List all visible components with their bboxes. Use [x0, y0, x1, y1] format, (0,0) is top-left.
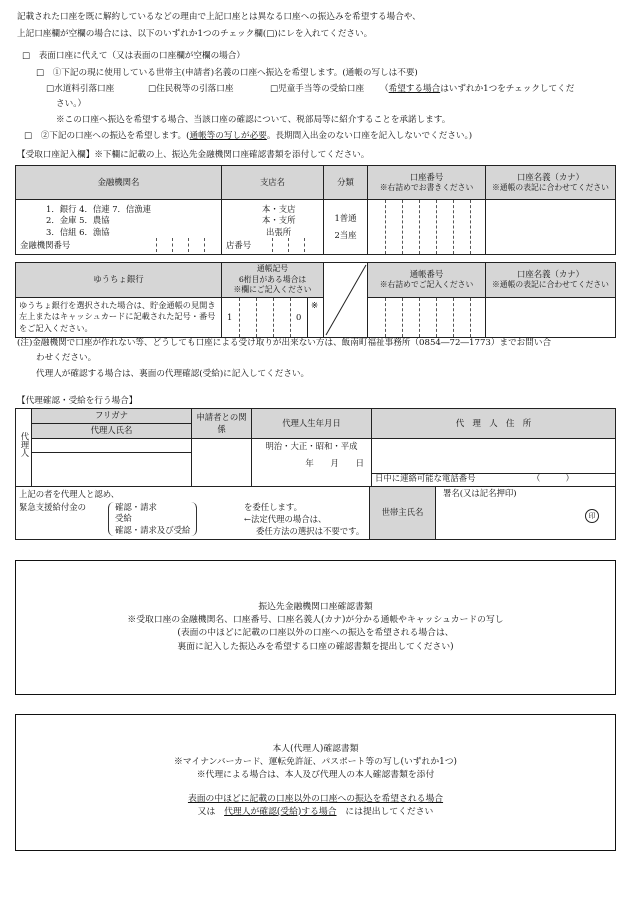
yucho-number-cell[interactable] — [368, 297, 486, 337]
birth-input[interactable]: 明治・大正・昭和・平成 年 月 日 — [252, 439, 372, 487]
option-2-checkbox[interactable]: □ ②下記の口座への振込を希望します。(通帳等の写しが必要。長期間入出金のない口座を記入しないでください。) — [24, 131, 473, 141]
account-number-cell[interactable] — [368, 200, 486, 255]
household-head-label: 世帯主氏名 — [370, 487, 436, 540]
option-1-checkbox[interactable]: □ ①下記の現に使用している世帯主(申請者)名義の口座へ振込を希望します。(通帳の写しは不要) — [36, 68, 418, 78]
yucho-table — [15, 262, 616, 338]
note-no-account: (注)金融機関で口座が作れない等、どうしても口座による受け取りが出来ない方は、飯南町福祉事務所（0854―72―1773）までお問い合 — [17, 338, 552, 348]
seal-mark: 印 — [585, 509, 599, 523]
sub-option-note: （希望する場合はいずれか1つをチェックしてくだ — [380, 84, 575, 94]
bank-name-cell[interactable]: 1．銀行 4．信連 7．信漁連 2．金庫 5．農協 3．信組 6．漁協 金融機関番号 — [16, 200, 222, 255]
name-header: 代理人氏名 — [32, 424, 192, 439]
intro-line-1: 記載された口座を既に解約しているなどの理由で上記口座とは異なる口座への振込みを希望する場合や、 — [17, 12, 421, 22]
address-header: 代 理 人 住 所 — [372, 409, 616, 439]
relation-header: 申請者との関係 — [192, 409, 252, 439]
yucho-divider — [324, 263, 368, 338]
yucho-description: ゆうちょ銀行を選択された場合は、貯金通帳の見開き左上またはキャッシュカードに記載された記号・番号をご記入ください。 — [16, 297, 222, 337]
note-no-account-cont: わせください。 — [36, 353, 97, 363]
header-branch: 支店名 — [222, 166, 324, 200]
furigana-input[interactable] — [32, 439, 192, 453]
header-type: 分類 — [324, 166, 368, 200]
delegation-cell: 上記の者を代理人と認め、 緊急支援給付金の 確認・請求 受給 確認・請求及び受給 を委任します。 ←法定代理の場合は、 委任方法の選択は不要です。 — [16, 487, 370, 540]
branch-name-cell[interactable]: 本・支店 本・支所 出張所 店番号 — [222, 200, 324, 255]
bank-confirmation-box: 振込先金融機関口座確認書類 ※受取口座の金融機関名、口座番号、口座名義人(カナ)が分かる通帳やキャッシュカードの写し (表面の中ほどに記載の口座以外の口座への振込を希望される場合は、 裏面に記入した振込みを希望する口座の確認書類を提出してください) — [15, 560, 616, 695]
yucho-name-header: 口座名義（カナ） ※通帳の表記に合わせてください — [486, 263, 616, 298]
header-account-number: 口座番号 ※右詰めでお書きください — [368, 166, 486, 200]
receiving-account-table — [15, 165, 616, 255]
identity-confirmation-box: 本人(代理人)確認書類 ※マイナンバーカード、運転免許証、パスポート等の写し(いずれか1つ) ※代理による場合は、本人及び代理人の本人確認書類を添付 表面の中ほどに記載の口座以外の口座への振込を希望される場合 又は 代理人が確認(受給)する場合 には提出してください — [15, 714, 616, 851]
account-type-cell[interactable]: 1普通 2当座 — [324, 200, 368, 255]
relation-input[interactable] — [192, 439, 252, 487]
header-account-name: 口座名義（カナ） ※通帳の表記に合わせてください — [486, 166, 616, 200]
sub-option-water[interactable]: □水道料引落口座 — [46, 84, 115, 94]
yucho-symbol-header: 通帳記号 6桁目がある場合は ※欄にご記入ください — [222, 263, 324, 298]
yucho-name-cell[interactable] — [486, 297, 616, 337]
proxy-table — [15, 408, 616, 487]
address-input[interactable]: 日中に連絡可能な電話番号 （ ） — [372, 439, 616, 487]
birth-header: 代理人生年月日 — [252, 409, 372, 439]
intro-line-2: 上記口座欄が空欄の場合には、以下のいずれか1つのチェック欄(□)にレを入れてください。 — [17, 29, 373, 39]
receiving-title: 【受取口座記入欄】※下欄に記載の上、振込先金融機関口座確認書類を添付してください。 — [17, 150, 370, 160]
proxy-title: 【代理確認・受給を行う場合】 — [17, 396, 138, 406]
diagonal-line — [324, 264, 368, 336]
header-bank: 金融機関名 — [16, 166, 222, 200]
sub-option-note-cont: さい。） — [56, 99, 87, 109]
yucho-label: ゆうちょ銀行 — [16, 263, 222, 298]
delegation-choice[interactable]: 確認・請求 受給 確認・請求及び受給 — [108, 502, 197, 536]
account-name-cell[interactable] — [486, 200, 616, 255]
furigana-header: フリガナ — [32, 409, 192, 424]
sub-option-tax[interactable]: □住民税等の引落口座 — [148, 84, 234, 94]
yucho-number-header: 通帳番号 ※右詰めでご記入ください — [368, 263, 486, 298]
sub-option-child[interactable]: □児童手当等の受給口座 — [270, 84, 365, 94]
consent-note: ※この口座へ振込を希望する場合、当該口座の確認について、税部局等に紹介することを承諾します。 — [56, 115, 451, 125]
yucho-symbol-cell[interactable]: 1 0 ※ — [222, 297, 324, 337]
name-input[interactable] — [32, 453, 192, 487]
option-header[interactable]: □ 表面口座に代えて（又は表面の口座欄が空欄の場合） — [22, 51, 245, 61]
household-head-signature[interactable]: 署名(又は記名押印) 印 — [436, 487, 616, 540]
delegation-table — [15, 486, 616, 540]
note-proxy: 代理人が確認する場合は、裏面の代理確認(受給)に記入してください。 — [36, 369, 310, 379]
proxy-side-label: 代理人 — [16, 409, 32, 487]
